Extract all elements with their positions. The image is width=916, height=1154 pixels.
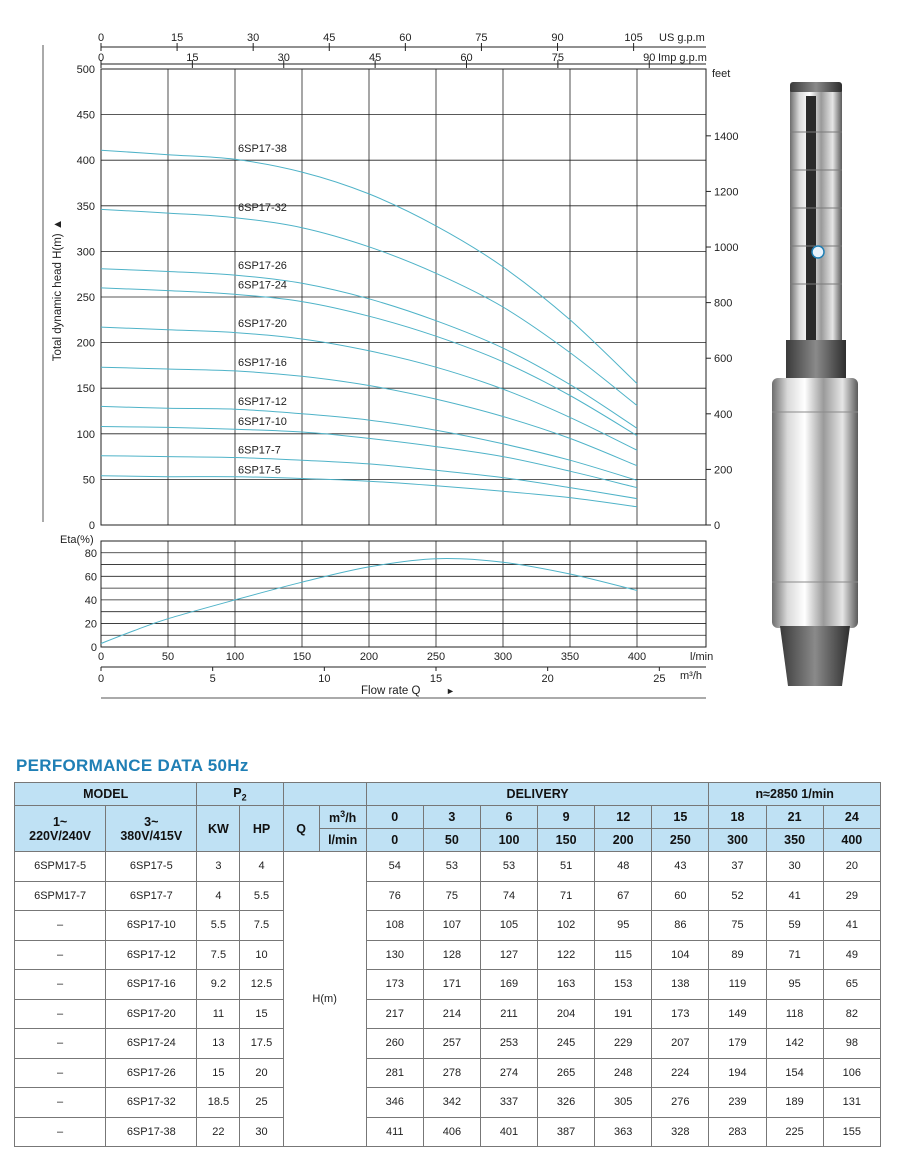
header-m3h-cell: 3 xyxy=(423,806,480,829)
head-value-cell: 154 xyxy=(766,1058,823,1088)
x-m3h-tick-label: 25 xyxy=(653,673,666,685)
eta-y-tick-label: 0 xyxy=(90,642,97,654)
y-axis-title: Total dynamic head H(m) ▲ xyxy=(52,218,64,362)
curve-label-6sp17-16: 6SP17-16 xyxy=(238,357,287,370)
head-value-cell: 173 xyxy=(652,999,709,1029)
x-m3h-tick-label: 5 xyxy=(209,673,216,685)
table-row xyxy=(15,940,881,970)
header-m3h-cell: 0 xyxy=(366,806,423,829)
y-tick-label: 250 xyxy=(76,292,95,304)
head-value-cell: 95 xyxy=(595,911,652,941)
submersible-pump-image xyxy=(768,82,862,688)
x-lmin-tick-label: 200 xyxy=(359,651,379,663)
x-m3h-tick-label: 0 xyxy=(97,673,105,685)
head-value-cell: 118 xyxy=(766,999,823,1029)
head-value-cell: 276 xyxy=(652,1088,709,1118)
header-lmin-cell: 100 xyxy=(480,829,537,852)
hp-cell: 17.5 xyxy=(240,1029,283,1059)
head-value-cell: 214 xyxy=(423,999,480,1029)
head-value-cell: 239 xyxy=(709,1088,766,1118)
head-value-cell: 52 xyxy=(709,881,766,911)
header-lmin-cell: 250 xyxy=(652,829,709,852)
table-header-row-1 xyxy=(15,783,881,806)
header-single-phase: 1~ 220V/240V xyxy=(15,806,106,852)
top-us-tick-label: 30 xyxy=(247,32,260,44)
head-value-cell: 153 xyxy=(595,970,652,1000)
pump-cable-guard xyxy=(806,96,816,340)
hp-cell: 25 xyxy=(240,1088,283,1118)
pump-base xyxy=(780,626,850,686)
head-value-cell: 155 xyxy=(823,1117,880,1147)
right-axis-tick-label: 1000 xyxy=(714,242,739,255)
header-lmin-cell: 350 xyxy=(766,829,823,852)
model-1phase-cell: – xyxy=(15,940,106,970)
head-value-cell: 163 xyxy=(538,970,595,1000)
right-axis-unit: feet xyxy=(712,68,731,80)
head-value-cell: 60 xyxy=(652,881,709,911)
model-1phase-cell: 6SPM17-7 xyxy=(15,881,106,911)
table-row xyxy=(15,1117,881,1147)
x-lmin-tick-label: 100 xyxy=(225,651,245,663)
head-value-cell: 245 xyxy=(538,1029,595,1059)
head-value-cell: 179 xyxy=(709,1029,766,1059)
pump-motor-body xyxy=(772,378,858,628)
x-lmin-tick-label: 300 xyxy=(493,651,513,663)
top-imp-tick-label: 45 xyxy=(369,52,382,64)
curve-label-6sp17-32: 6SP17-32 xyxy=(238,201,287,214)
head-value-cell: 211 xyxy=(480,999,537,1029)
y-tick-label: 350 xyxy=(76,200,95,213)
head-value-cell: 115 xyxy=(595,940,652,970)
model-3phase-cell: 6SP17-10 xyxy=(106,911,197,941)
table-row xyxy=(15,911,881,941)
head-value-cell: 363 xyxy=(595,1117,652,1147)
top-imp-tick-label: 0 xyxy=(97,52,105,64)
kw-cell: 22 xyxy=(197,1117,240,1147)
header-m3h-cell: 18 xyxy=(709,806,766,829)
kw-cell: 3 xyxy=(197,852,240,882)
model-3phase-cell: 6SP17-7 xyxy=(106,881,197,911)
pump-logo-badge xyxy=(812,246,824,258)
head-value-cell: 194 xyxy=(709,1058,766,1088)
kw-cell: 11 xyxy=(197,999,240,1029)
model-1phase-cell: – xyxy=(15,970,106,1000)
head-value-cell: 20 xyxy=(823,852,880,882)
y-tick-label: 150 xyxy=(76,383,95,396)
eta-chart-frame xyxy=(101,541,706,647)
head-value-cell: 106 xyxy=(823,1058,880,1088)
top-us-tick-label: 0 xyxy=(97,32,105,44)
table-header-row-2 xyxy=(15,806,881,829)
head-value-cell: 43 xyxy=(652,852,709,882)
x-lmin-tick-label: 250 xyxy=(426,651,446,663)
y-tick-label: 100 xyxy=(76,428,95,441)
table-row xyxy=(15,881,881,911)
kw-cell: 15 xyxy=(197,1058,240,1088)
top-imp-tick-label: 60 xyxy=(460,52,473,64)
header-unit-m3h: $m^3/h$ xyxy=(319,806,366,829)
head-value-cell: 48 xyxy=(595,852,652,882)
head-value-cell: 337 xyxy=(480,1088,537,1118)
model-1phase-cell: – xyxy=(15,999,106,1029)
table-row xyxy=(15,1029,881,1059)
head-value-cell: 98 xyxy=(823,1029,880,1059)
head-value-cell: 74 xyxy=(480,881,537,911)
head-value-cell: 171 xyxy=(423,970,480,1000)
kw-cell: 18.5 xyxy=(197,1088,240,1118)
head-value-cell: 89 xyxy=(709,940,766,970)
x-lmin-tick-label: 150 xyxy=(292,651,312,663)
y-tick-label: 400 xyxy=(76,155,95,168)
hp-cell: 15 xyxy=(240,999,283,1029)
model-1phase-cell: 6SPM17-5 xyxy=(15,852,106,882)
head-value-cell: 278 xyxy=(423,1058,480,1088)
header-spacer xyxy=(283,783,366,806)
top-us-tick-label: 60 xyxy=(399,32,412,44)
hp-cell: 10 xyxy=(240,940,283,970)
head-value-cell: 107 xyxy=(423,911,480,941)
head-value-cell: 328 xyxy=(652,1117,709,1147)
head-value-cell: 224 xyxy=(652,1058,709,1088)
curve-label-6sp17-7: 6SP17-7 xyxy=(238,444,281,457)
x-lmin-tick-label: 350 xyxy=(560,651,580,663)
right-axis-tick-label: 400 xyxy=(714,408,733,421)
header-m3h-cell: 24 xyxy=(823,806,880,829)
head-value-cell: 142 xyxy=(766,1029,823,1059)
y-tick-label: 0 xyxy=(88,520,95,532)
performance-table-body xyxy=(15,852,881,1147)
x-lmin-tick-label: 400 xyxy=(627,651,647,663)
hp-cell: 12.5 xyxy=(240,970,283,1000)
top-imp-tick-label: 75 xyxy=(551,52,565,64)
head-value-cell: 76 xyxy=(366,881,423,911)
head-value-cell: 104 xyxy=(652,940,709,970)
x-axis-title: Flow rate Q xyxy=(361,685,421,697)
header-kw: KW xyxy=(197,806,240,852)
model-3phase-cell: 6SP17-32 xyxy=(106,1088,197,1118)
head-value-cell: 138 xyxy=(652,970,709,1000)
header-model: MODEL xyxy=(15,783,197,806)
model-3phase-cell: 6SP17-38 xyxy=(106,1117,197,1147)
head-value-cell: 75 xyxy=(423,881,480,911)
head-value-cell: 130 xyxy=(366,940,423,970)
head-value-cell: 217 xyxy=(366,999,423,1029)
head-value-cell: 189 xyxy=(766,1088,823,1118)
hp-cell: 20 xyxy=(240,1058,283,1088)
eta-y-tick-label: 60 xyxy=(84,571,97,584)
head-value-cell: 305 xyxy=(595,1088,652,1118)
hp-cell: 7.5 xyxy=(240,911,283,941)
head-value-cell: 149 xyxy=(709,999,766,1029)
head-value-cell: 67 xyxy=(595,881,652,911)
table-row xyxy=(15,1058,881,1088)
right-axis-tick-label: 1200 xyxy=(714,186,739,199)
top-imp-tick-label: 90 xyxy=(643,52,656,64)
axis-ticks xyxy=(77,32,739,698)
kw-cell: 7.5 xyxy=(197,940,240,970)
head-value-cell: 119 xyxy=(709,970,766,1000)
model-3phase-cell: 6SP17-20 xyxy=(106,999,197,1029)
curve-label-6sp17-5: 6SP17-5 xyxy=(238,464,281,477)
y-tick-label: 200 xyxy=(76,337,95,350)
kw-cell: 5.5 xyxy=(197,911,240,941)
curve-label-6sp17-38: 6SP17-38 xyxy=(238,143,287,156)
right-axis-tick-label: 600 xyxy=(714,353,733,366)
head-value-cell: 131 xyxy=(823,1088,880,1118)
header-hp: HP xyxy=(240,806,283,852)
top-us-tick-label: 45 xyxy=(323,32,336,44)
top-imp-unit: Imp g.p.m xyxy=(658,52,707,64)
header-p2: $P_2$ xyxy=(197,783,283,806)
curve-label-6sp17-20: 6SP17-20 xyxy=(238,318,287,331)
x-lmin-tick-label: 50 xyxy=(161,651,175,663)
head-value-cell: 108 xyxy=(366,911,423,941)
eta-axis-title: Eta(%) xyxy=(60,534,94,546)
table-row xyxy=(15,999,881,1029)
model-3phase-cell: 6SP17-12 xyxy=(106,940,197,970)
head-value-cell: 173 xyxy=(366,970,423,1000)
head-value-cell: 59 xyxy=(766,911,823,941)
head-value-cell: 411 xyxy=(366,1117,423,1147)
table-row xyxy=(15,970,881,1000)
x-m3h-tick-label: 10 xyxy=(318,673,331,685)
curve-label-6sp17-10: 6SP17-10 xyxy=(238,416,287,429)
head-value-cell: 257 xyxy=(423,1029,480,1059)
model-1phase-cell: – xyxy=(15,1088,106,1118)
right-axis-tick-label: 0 xyxy=(714,520,721,532)
pump-intake xyxy=(786,340,846,382)
head-value-cell: 105 xyxy=(480,911,537,941)
model-3phase-cell: 6SP17-26 xyxy=(106,1058,197,1088)
head-value-cell: 37 xyxy=(709,852,766,882)
y-tick-label: 50 xyxy=(82,474,95,487)
header-lmin-cell: 200 xyxy=(595,829,652,852)
model-3phase-cell: 6SP17-24 xyxy=(106,1029,197,1059)
model-1phase-cell: – xyxy=(15,1117,106,1147)
header-lmin-cell: 50 xyxy=(423,829,480,852)
head-value-cell: 71 xyxy=(538,881,595,911)
header-m3h-cell: 6 xyxy=(480,806,537,829)
head-value-cell: 346 xyxy=(366,1088,423,1118)
model-1phase-cell: – xyxy=(15,1058,106,1088)
head-value-cell: 65 xyxy=(823,970,880,1000)
head-value-cell: 30 xyxy=(766,852,823,882)
head-value-cell: 401 xyxy=(480,1117,537,1147)
head-value-cell: 102 xyxy=(538,911,595,941)
top-us-unit: US g.p.m xyxy=(659,32,705,44)
head-value-cell: 191 xyxy=(595,999,652,1029)
head-value-cell: 128 xyxy=(423,940,480,970)
right-axis-tick-label: 200 xyxy=(714,464,733,477)
model-1phase-cell: – xyxy=(15,911,106,941)
hp-cell: 5.5 xyxy=(240,881,283,911)
top-us-tick-label: 15 xyxy=(170,32,184,44)
head-value-cell: 260 xyxy=(366,1029,423,1059)
model-3phase-cell: 6SP17-5 xyxy=(106,852,197,882)
curve-label-6sp17-26: 6SP17-26 xyxy=(238,260,287,273)
performance-table xyxy=(14,782,881,1147)
head-value-cell: 127 xyxy=(480,940,537,970)
x-axis-arrow: ► xyxy=(446,686,455,696)
curve-label-6sp17-24: 6SP17-24 xyxy=(238,279,287,292)
y-tick-label: 500 xyxy=(76,64,95,76)
head-value-cell: 229 xyxy=(595,1029,652,1059)
header-lmin-cell: 400 xyxy=(823,829,880,852)
header-m3h-cell: 9 xyxy=(538,806,595,829)
head-value-cell: 53 xyxy=(480,852,537,882)
head-value-cell: 29 xyxy=(823,881,880,911)
curve-label-6sp17-12: 6SP17-12 xyxy=(238,395,287,408)
head-value-cell: 283 xyxy=(709,1117,766,1147)
header-lmin-cell: 0 xyxy=(366,829,423,852)
header-m3h-cell: 21 xyxy=(766,806,823,829)
kw-cell: 4 xyxy=(197,881,240,911)
head-value-cell: 204 xyxy=(538,999,595,1029)
header-unit-lmin: l/min xyxy=(319,829,366,852)
head-label-cell: H(m) xyxy=(283,852,366,1147)
header-m3h-cell: 12 xyxy=(595,806,652,829)
head-value-cell: 122 xyxy=(538,940,595,970)
header-q: Q xyxy=(283,806,319,852)
header-three-phase: 3~ 380V/415V xyxy=(106,806,197,852)
x-lmin-unit: l/min xyxy=(690,651,714,663)
model-1phase-cell: – xyxy=(15,1029,106,1059)
x-m3h-tick-label: 20 xyxy=(541,673,554,685)
hp-cell: 4 xyxy=(240,852,283,882)
eta-y-tick-label: 80 xyxy=(84,547,97,560)
kw-cell: 13 xyxy=(197,1029,240,1059)
head-value-cell: 225 xyxy=(766,1117,823,1147)
head-value-cell: 41 xyxy=(823,911,880,941)
model-3phase-cell: 6SP17-16 xyxy=(106,970,197,1000)
header-lmin-cell: 300 xyxy=(709,829,766,852)
top-us-tick-label: 105 xyxy=(624,32,643,44)
right-axis-tick-label: 800 xyxy=(714,297,733,310)
head-value-cell: 406 xyxy=(423,1117,480,1147)
eta-y-tick-label: 20 xyxy=(84,618,97,631)
top-us-tick-label: 90 xyxy=(551,32,564,44)
head-value-cell: 207 xyxy=(652,1029,709,1059)
top-imp-tick-label: 15 xyxy=(186,52,199,64)
head-value-cell: 49 xyxy=(823,940,880,970)
head-value-cell: 326 xyxy=(538,1088,595,1118)
axis-labels xyxy=(52,143,455,697)
hp-cell: 30 xyxy=(240,1117,283,1147)
head-value-cell: 51 xyxy=(538,852,595,882)
head-value-cell: 95 xyxy=(766,970,823,1000)
head-value-cell: 248 xyxy=(595,1058,652,1088)
eta-y-tick-label: 40 xyxy=(84,594,97,607)
header-lmin-cell: 150 xyxy=(538,829,595,852)
y-tick-label: 300 xyxy=(76,246,95,259)
table-row xyxy=(15,852,881,882)
head-value-cell: 53 xyxy=(423,852,480,882)
performance-data-title: PERFORMANCE DATA 50Hz xyxy=(16,756,249,775)
head-value-cell: 265 xyxy=(538,1058,595,1088)
x-m3h-unit: m³/h xyxy=(680,670,702,682)
head-value-cell: 82 xyxy=(823,999,880,1029)
y-tick-label: 450 xyxy=(76,109,95,122)
right-axis-tick-label: 1400 xyxy=(714,130,739,143)
head-value-cell: 75 xyxy=(709,911,766,941)
head-value-cell: 54 xyxy=(366,852,423,882)
head-value-cell: 342 xyxy=(423,1088,480,1118)
head-value-cell: 41 xyxy=(766,881,823,911)
head-value-cell: 281 xyxy=(366,1058,423,1088)
top-imp-tick-label: 30 xyxy=(277,52,290,64)
head-value-cell: 274 xyxy=(480,1058,537,1088)
kw-cell: 9.2 xyxy=(197,970,240,1000)
x-lmin-tick-label: 0 xyxy=(97,651,105,663)
top-us-tick-label: 75 xyxy=(475,32,488,44)
head-value-cell: 387 xyxy=(538,1117,595,1147)
head-value-cell: 71 xyxy=(766,940,823,970)
table-row xyxy=(15,1088,881,1118)
header-speed: n≈2850 1/min xyxy=(709,783,881,806)
head-value-cell: 169 xyxy=(480,970,537,1000)
x-m3h-tick-label: 15 xyxy=(429,673,443,685)
header-m3h-cell: 15 xyxy=(652,806,709,829)
head-value-cell: 86 xyxy=(652,911,709,941)
header-delivery: DELIVERY xyxy=(366,783,709,806)
eta-chart-grid xyxy=(101,541,706,647)
head-value-cell: 253 xyxy=(480,1029,537,1059)
